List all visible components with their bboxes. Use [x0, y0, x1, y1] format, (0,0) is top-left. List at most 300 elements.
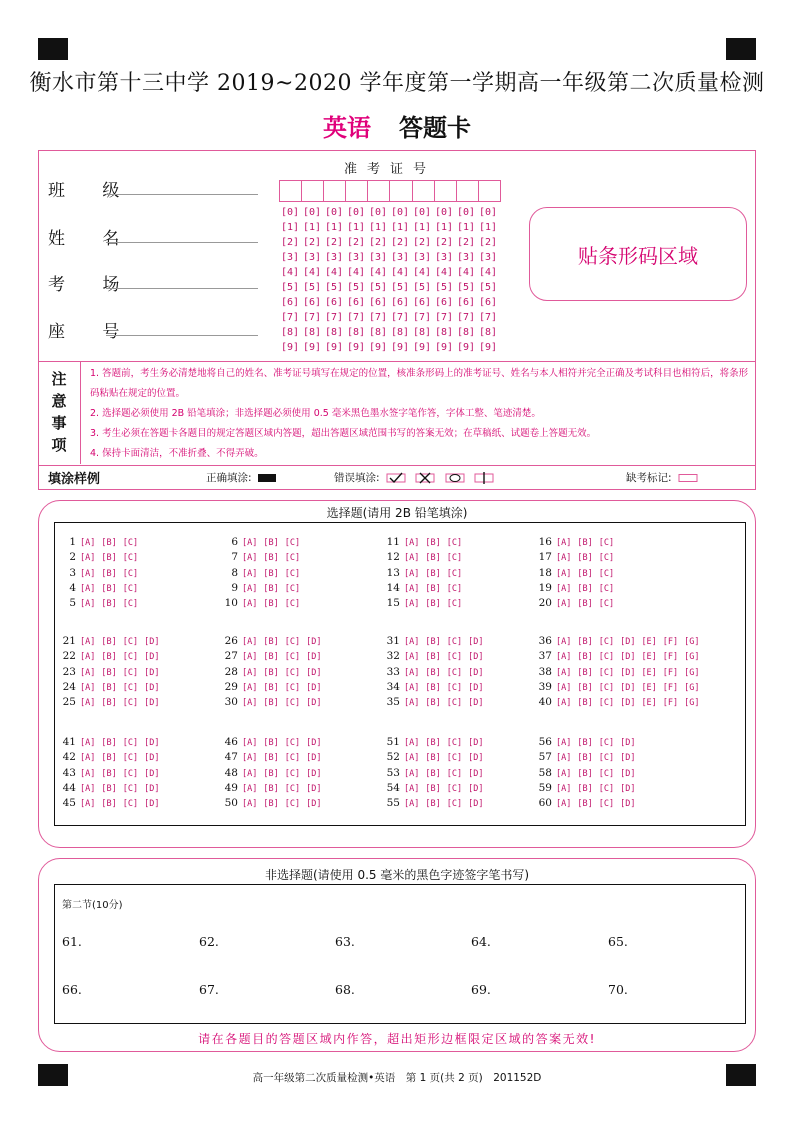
digit-bubble[interactable]: [4] — [281, 267, 300, 278]
digit-bubble[interactable]: [8] — [347, 327, 366, 338]
option-bubble[interactable]: [A] — [404, 799, 420, 810]
option-bubble[interactable]: [B] — [425, 783, 441, 794]
answer-67[interactable]: 67. — [199, 982, 219, 997]
digit-bubble[interactable]: [5] — [457, 282, 476, 293]
digit-bubble[interactable]: [9] — [391, 342, 410, 353]
digit-bubble[interactable]: [1] — [391, 222, 410, 233]
digit-bubble[interactable]: [2] — [347, 237, 366, 248]
option-bubble[interactable]: [C] — [284, 698, 301, 709]
option-bubble[interactable]: [D] — [144, 637, 160, 647]
option-bubble[interactable]: [D] — [306, 637, 322, 647]
digit-bubble[interactable]: [3] — [325, 252, 344, 263]
option-bubble[interactable]: [B] — [101, 698, 117, 709]
option-bubble[interactable]: [D] — [620, 682, 636, 693]
option-bubble[interactable]: [C] — [598, 637, 615, 647]
option-bubble[interactable]: [A] — [80, 768, 96, 779]
digit-bubble[interactable]: [7] — [413, 312, 432, 323]
option-bubble[interactable]: [A] — [556, 738, 572, 748]
option-bubble[interactable]: [B] — [577, 753, 593, 764]
option-bubble[interactable]: [D] — [620, 667, 636, 678]
option-bubble[interactable]: [A] — [556, 583, 572, 594]
option-bubble[interactable]: [D] — [306, 667, 322, 678]
option-bubble[interactable]: [C] — [446, 799, 463, 810]
digit-bubble[interactable]: [6] — [369, 297, 388, 308]
answer-63[interactable]: 63. — [335, 934, 355, 949]
option-bubble[interactable]: [A] — [242, 599, 258, 610]
option-bubble[interactable]: [A] — [404, 583, 420, 594]
digit-bubble[interactable]: [7] — [391, 312, 410, 323]
digit-bubble[interactable]: [9] — [435, 342, 454, 353]
digit-bubble[interactable]: [8] — [413, 327, 432, 338]
option-bubble[interactable]: [F] — [662, 682, 679, 693]
option-bubble[interactable]: [D] — [468, 799, 484, 810]
digit-bubble[interactable]: [2] — [325, 237, 344, 248]
digit-bubble[interactable]: [8] — [325, 327, 344, 338]
option-bubble[interactable]: [C] — [284, 682, 301, 693]
option-bubble[interactable]: [C] — [598, 652, 615, 663]
option-bubble[interactable]: [C] — [122, 568, 139, 579]
digit-bubble[interactable]: [4] — [369, 267, 388, 278]
option-bubble[interactable]: [A] — [556, 698, 572, 709]
option-bubble[interactable]: [C] — [598, 799, 615, 810]
option-bubble[interactable]: [C] — [446, 783, 463, 794]
option-bubble[interactable]: [D] — [306, 652, 322, 663]
option-bubble[interactable]: [A] — [404, 652, 420, 663]
option-bubble[interactable]: [E] — [641, 682, 657, 693]
option-bubble[interactable]: [B] — [577, 538, 593, 548]
digit-bubble[interactable]: [9] — [325, 342, 344, 353]
option-bubble[interactable]: [A] — [242, 768, 258, 779]
option-bubble[interactable]: [D] — [620, 652, 636, 663]
digit-bubble[interactable]: [9] — [479, 342, 498, 353]
option-bubble[interactable]: [D] — [144, 738, 160, 748]
option-bubble[interactable]: [D] — [306, 698, 322, 709]
option-bubble[interactable]: [D] — [620, 637, 636, 647]
option-bubble[interactable]: [C] — [122, 799, 139, 810]
answer-66[interactable]: 66. — [62, 982, 82, 997]
option-bubble[interactable]: [C] — [446, 538, 463, 548]
absent-checkbox[interactable] — [678, 474, 698, 482]
answer-62[interactable]: 62. — [199, 934, 219, 949]
digit-bubble[interactable]: [0] — [391, 207, 410, 218]
digit-bubble[interactable]: [3] — [391, 252, 410, 263]
digit-bubble[interactable]: [3] — [435, 252, 454, 263]
option-bubble[interactable]: [C] — [284, 652, 301, 663]
option-bubble[interactable]: [C] — [284, 583, 301, 594]
option-bubble[interactable]: [A] — [80, 783, 96, 794]
option-bubble[interactable]: [A] — [404, 738, 420, 748]
option-bubble[interactable]: [B] — [101, 568, 117, 579]
option-bubble[interactable]: [A] — [242, 738, 258, 748]
option-bubble[interactable]: [C] — [122, 753, 139, 764]
option-bubble[interactable]: [C] — [122, 583, 139, 594]
option-bubble[interactable]: [D] — [620, 768, 636, 779]
option-bubble[interactable]: [C] — [284, 768, 301, 779]
digit-bubble[interactable]: [0] — [347, 207, 366, 218]
option-bubble[interactable]: [B] — [577, 667, 593, 678]
option-bubble[interactable]: [D] — [468, 783, 484, 794]
digit-bubble[interactable]: [8] — [369, 327, 388, 338]
option-bubble[interactable]: [D] — [468, 682, 484, 693]
digit-bubble[interactable]: [9] — [457, 342, 476, 353]
option-bubble[interactable]: [D] — [144, 768, 160, 779]
answer-69[interactable]: 69. — [471, 982, 491, 997]
option-bubble[interactable]: [A] — [242, 799, 258, 810]
option-bubble[interactable]: [C] — [446, 667, 463, 678]
option-bubble[interactable]: [D] — [144, 783, 160, 794]
option-bubble[interactable]: [C] — [446, 568, 463, 579]
digit-bubble[interactable]: [4] — [457, 267, 476, 278]
digit-bubble[interactable]: [7] — [347, 312, 366, 323]
digit-bubble[interactable]: [6] — [391, 297, 410, 308]
option-bubble[interactable]: [C] — [122, 783, 139, 794]
digit-bubble[interactable]: [3] — [281, 252, 300, 263]
digit-bubble[interactable]: [2] — [281, 237, 300, 248]
digit-bubble[interactable]: [6] — [457, 297, 476, 308]
option-bubble[interactable]: [D] — [468, 667, 484, 678]
option-bubble[interactable]: [A] — [404, 538, 420, 548]
option-bubble[interactable]: [B] — [263, 738, 279, 748]
digit-bubble[interactable]: [2] — [435, 237, 454, 248]
digit-bubble[interactable]: [6] — [347, 297, 366, 308]
option-bubble[interactable]: [A] — [404, 698, 420, 709]
option-bubble[interactable]: [A] — [404, 667, 420, 678]
option-bubble[interactable]: [D] — [306, 799, 322, 810]
option-bubble[interactable]: [G] — [684, 698, 700, 709]
option-bubble[interactable]: [B] — [577, 652, 593, 663]
option-bubble[interactable]: [B] — [577, 768, 593, 779]
option-bubble[interactable]: [B] — [101, 682, 117, 693]
digit-bubble[interactable]: [7] — [325, 312, 344, 323]
option-bubble[interactable]: [D] — [144, 753, 160, 764]
digit-bubble[interactable]: [5] — [435, 282, 454, 293]
option-bubble[interactable]: [B] — [577, 637, 593, 647]
option-bubble[interactable]: [B] — [263, 799, 279, 810]
option-bubble[interactable]: [F] — [662, 698, 679, 709]
option-bubble[interactable]: [B] — [263, 599, 279, 610]
digit-bubble[interactable]: [4] — [391, 267, 410, 278]
digit-bubble[interactable]: [2] — [457, 237, 476, 248]
option-bubble[interactable]: [B] — [101, 652, 117, 663]
option-bubble[interactable]: [D] — [144, 698, 160, 709]
option-bubble[interactable]: [B] — [425, 768, 441, 779]
option-bubble[interactable]: [C] — [284, 753, 301, 764]
digit-bubble[interactable]: [4] — [435, 267, 454, 278]
option-bubble[interactable]: [D] — [144, 667, 160, 678]
option-bubble[interactable]: [B] — [101, 599, 117, 610]
option-bubble[interactable]: [C] — [122, 538, 139, 548]
option-bubble[interactable]: [C] — [284, 637, 301, 647]
digit-bubble[interactable]: [8] — [435, 327, 454, 338]
exam-number-bubbles[interactable] — [281, 205, 503, 355]
option-bubble[interactable]: [B] — [263, 637, 279, 647]
option-bubble[interactable]: [A] — [80, 568, 96, 579]
option-bubble[interactable]: [B] — [425, 637, 441, 647]
option-bubble[interactable]: [A] — [556, 783, 572, 794]
option-bubble[interactable]: [F] — [662, 637, 679, 647]
option-bubble[interactable]: [C] — [598, 738, 615, 748]
digit-bubble[interactable]: [1] — [369, 222, 388, 233]
option-bubble[interactable]: [A] — [80, 583, 96, 594]
option-bubble[interactable]: [A] — [556, 568, 572, 579]
option-bubble[interactable]: [D] — [620, 799, 636, 810]
name-field[interactable] — [106, 242, 258, 243]
option-bubble[interactable]: [B] — [263, 667, 279, 678]
option-bubble[interactable]: [A] — [80, 667, 96, 678]
option-bubble[interactable]: [D] — [620, 783, 636, 794]
digit-bubble[interactable]: [7] — [369, 312, 388, 323]
digit-bubble[interactable]: [1] — [325, 222, 344, 233]
option-bubble[interactable]: [D] — [144, 799, 160, 810]
option-bubble[interactable]: [C] — [598, 698, 615, 709]
option-bubble[interactable]: [C] — [598, 568, 615, 579]
option-bubble[interactable]: [A] — [80, 698, 96, 709]
option-bubble[interactable]: [A] — [80, 799, 96, 810]
option-bubble[interactable]: [A] — [556, 667, 572, 678]
option-bubble[interactable]: [F] — [662, 652, 679, 663]
option-bubble[interactable]: [C] — [122, 637, 139, 647]
digit-bubble[interactable]: [7] — [479, 312, 498, 323]
option-bubble[interactable]: [D] — [144, 652, 160, 663]
option-bubble[interactable]: [B] — [577, 583, 593, 594]
digit-bubble[interactable]: [9] — [303, 342, 322, 353]
option-bubble[interactable]: [A] — [242, 652, 258, 663]
digit-bubble[interactable]: [8] — [457, 327, 476, 338]
option-bubble[interactable]: [C] — [122, 698, 139, 709]
option-bubble[interactable]: [C] — [598, 599, 615, 610]
digit-bubble[interactable]: [5] — [479, 282, 498, 293]
option-bubble[interactable]: [A] — [242, 783, 258, 794]
option-bubble[interactable]: [B] — [101, 583, 117, 594]
digit-bubble[interactable]: [3] — [413, 252, 432, 263]
option-bubble[interactable]: [C] — [446, 738, 463, 748]
digit-bubble[interactable]: [4] — [303, 267, 322, 278]
option-bubble[interactable]: [C] — [598, 753, 615, 764]
option-bubble[interactable]: [C] — [284, 553, 301, 564]
option-bubble[interactable]: [A] — [242, 753, 258, 764]
option-bubble[interactable]: [A] — [556, 553, 572, 564]
option-bubble[interactable]: [C] — [446, 583, 463, 594]
option-bubble[interactable]: [B] — [263, 652, 279, 663]
digit-bubble[interactable]: [8] — [281, 327, 300, 338]
option-bubble[interactable]: [A] — [556, 768, 572, 779]
option-bubble[interactable]: [C] — [122, 599, 139, 610]
option-bubble[interactable]: [B] — [101, 538, 117, 548]
option-bubble[interactable]: [B] — [101, 738, 117, 748]
option-bubble[interactable]: [G] — [684, 667, 700, 678]
digit-bubble[interactable]: [6] — [325, 297, 344, 308]
option-bubble[interactable]: [B] — [425, 667, 441, 678]
option-bubble[interactable]: [C] — [122, 738, 139, 748]
option-bubble[interactable]: [B] — [263, 583, 279, 594]
class-field[interactable] — [106, 194, 258, 195]
option-bubble[interactable]: [B] — [425, 553, 441, 564]
option-bubble[interactable]: [A] — [80, 599, 96, 610]
option-bubble[interactable]: [C] — [598, 682, 615, 693]
option-bubble[interactable]: [C] — [446, 553, 463, 564]
option-bubble[interactable]: [C] — [284, 568, 301, 579]
digit-bubble[interactable]: [2] — [369, 237, 388, 248]
digit-bubble[interactable]: [0] — [369, 207, 388, 218]
option-bubble[interactable]: [E] — [641, 667, 657, 678]
option-bubble[interactable]: [C] — [598, 538, 615, 548]
digit-bubble[interactable]: [5] — [391, 282, 410, 293]
option-bubble[interactable]: [B] — [101, 553, 117, 564]
option-bubble[interactable]: [C] — [284, 799, 301, 810]
option-bubble[interactable]: [C] — [122, 667, 139, 678]
digit-bubble[interactable]: [9] — [369, 342, 388, 353]
option-bubble[interactable]: [D] — [468, 637, 484, 647]
option-bubble[interactable]: [B] — [577, 738, 593, 748]
option-bubble[interactable]: [B] — [577, 599, 593, 610]
option-bubble[interactable]: [B] — [577, 783, 593, 794]
answer-64[interactable]: 64. — [471, 934, 491, 949]
option-bubble[interactable]: [A] — [80, 682, 96, 693]
option-bubble[interactable]: [B] — [101, 783, 117, 794]
option-bubble[interactable]: [A] — [556, 682, 572, 693]
option-bubble[interactable]: [A] — [404, 682, 420, 693]
digit-bubble[interactable]: [7] — [435, 312, 454, 323]
option-bubble[interactable]: [C] — [284, 538, 301, 548]
option-bubble[interactable]: [A] — [242, 568, 258, 579]
option-bubble[interactable]: [E] — [641, 698, 657, 709]
digit-bubble[interactable]: [8] — [479, 327, 498, 338]
option-bubble[interactable]: [C] — [446, 637, 463, 647]
option-bubble[interactable]: [C] — [284, 738, 301, 748]
option-bubble[interactable]: [C] — [446, 652, 463, 663]
digit-bubble[interactable]: [0] — [303, 207, 322, 218]
option-bubble[interactable]: [A] — [556, 753, 572, 764]
option-bubble[interactable]: [D] — [468, 768, 484, 779]
option-bubble[interactable]: [B] — [425, 753, 441, 764]
digit-bubble[interactable]: [5] — [347, 282, 366, 293]
option-bubble[interactable]: [B] — [577, 698, 593, 709]
option-bubble[interactable]: [A] — [242, 698, 258, 709]
option-bubble[interactable]: [A] — [242, 553, 258, 564]
digit-bubble[interactable]: [9] — [281, 342, 300, 353]
option-bubble[interactable]: [C] — [598, 768, 615, 779]
digit-bubble[interactable]: [3] — [479, 252, 498, 263]
option-bubble[interactable]: [A] — [556, 538, 572, 548]
digit-bubble[interactable]: [0] — [479, 207, 498, 218]
digit-bubble[interactable]: [2] — [413, 237, 432, 248]
digit-bubble[interactable]: [3] — [457, 252, 476, 263]
option-bubble[interactable]: [A] — [80, 652, 96, 663]
option-bubble[interactable]: [A] — [404, 599, 420, 610]
digit-bubble[interactable]: [6] — [413, 297, 432, 308]
option-bubble[interactable]: [A] — [556, 799, 572, 810]
option-bubble[interactable]: [B] — [425, 738, 441, 748]
digit-bubble[interactable]: [4] — [413, 267, 432, 278]
option-bubble[interactable]: [B] — [425, 799, 441, 810]
option-bubble[interactable]: [C] — [284, 667, 301, 678]
option-bubble[interactable]: [B] — [577, 553, 593, 564]
option-bubble[interactable]: [G] — [684, 637, 700, 647]
option-bubble[interactable]: [A] — [404, 637, 420, 647]
option-bubble[interactable]: [A] — [404, 783, 420, 794]
digit-bubble[interactable]: [6] — [281, 297, 300, 308]
option-bubble[interactable]: [B] — [425, 652, 441, 663]
digit-bubble[interactable]: [0] — [281, 207, 300, 218]
answer-70[interactable]: 70. — [608, 982, 628, 997]
digit-bubble[interactable]: [4] — [347, 267, 366, 278]
option-bubble[interactable]: [C] — [446, 698, 463, 709]
option-bubble[interactable]: [B] — [101, 667, 117, 678]
digit-bubble[interactable]: [4] — [325, 267, 344, 278]
digit-bubble[interactable]: [5] — [281, 282, 300, 293]
option-bubble[interactable]: [B] — [101, 768, 117, 779]
option-bubble[interactable]: [D] — [620, 738, 636, 748]
option-bubble[interactable]: [B] — [263, 698, 279, 709]
option-bubble[interactable]: [A] — [80, 738, 96, 748]
digit-bubble[interactable]: [5] — [369, 282, 388, 293]
answer-61[interactable]: 61. — [62, 934, 82, 949]
option-bubble[interactable]: [B] — [425, 583, 441, 594]
option-bubble[interactable]: [F] — [662, 667, 679, 678]
room-field[interactable] — [106, 288, 258, 289]
option-bubble[interactable]: [D] — [468, 738, 484, 748]
digit-bubble[interactable]: [7] — [303, 312, 322, 323]
option-bubble[interactable]: [A] — [80, 553, 96, 564]
digit-bubble[interactable]: [3] — [303, 252, 322, 263]
digit-bubble[interactable]: [7] — [457, 312, 476, 323]
option-bubble[interactable]: [B] — [101, 637, 117, 647]
digit-bubble[interactable]: [1] — [479, 222, 498, 233]
digit-bubble[interactable]: [4] — [479, 267, 498, 278]
option-bubble[interactable]: [D] — [306, 768, 322, 779]
digit-bubble[interactable]: [2] — [479, 237, 498, 248]
option-bubble[interactable]: [C] — [284, 783, 301, 794]
option-bubble[interactable]: [B] — [577, 568, 593, 579]
option-bubble[interactable]: [C] — [122, 768, 139, 779]
option-bubble[interactable]: [D] — [620, 698, 636, 709]
digit-bubble[interactable]: [3] — [347, 252, 366, 263]
option-bubble[interactable]: [C] — [446, 682, 463, 693]
option-bubble[interactable]: [D] — [468, 753, 484, 764]
digit-bubble[interactable]: [5] — [325, 282, 344, 293]
option-bubble[interactable]: [A] — [242, 667, 258, 678]
digit-bubble[interactable]: [5] — [413, 282, 432, 293]
option-bubble[interactable]: [B] — [101, 753, 117, 764]
option-bubble[interactable]: [A] — [404, 768, 420, 779]
option-bubble[interactable]: [A] — [80, 753, 96, 764]
option-bubble[interactable]: [A] — [80, 538, 96, 548]
option-bubble[interactable]: [B] — [263, 682, 279, 693]
digit-bubble[interactable]: [1] — [347, 222, 366, 233]
option-bubble[interactable]: [D] — [306, 753, 322, 764]
digit-bubble[interactable]: [5] — [303, 282, 322, 293]
option-bubble[interactable]: [D] — [468, 652, 484, 663]
digit-bubble[interactable]: [0] — [325, 207, 344, 218]
option-bubble[interactable]: [D] — [306, 682, 322, 693]
option-bubble[interactable]: [C] — [446, 599, 463, 610]
digit-bubble[interactable]: [1] — [303, 222, 322, 233]
option-bubble[interactable]: [B] — [101, 799, 117, 810]
option-bubble[interactable]: [A] — [404, 553, 420, 564]
digit-bubble[interactable]: [1] — [457, 222, 476, 233]
option-bubble[interactable]: [A] — [242, 583, 258, 594]
option-bubble[interactable]: [B] — [577, 799, 593, 810]
digit-bubble[interactable]: [7] — [281, 312, 300, 323]
option-bubble[interactable]: [A] — [242, 538, 258, 548]
option-bubble[interactable]: [C] — [446, 753, 463, 764]
exam-number-input[interactable] — [279, 180, 501, 202]
option-bubble[interactable]: [D] — [468, 698, 484, 709]
option-bubble[interactable]: [C] — [598, 667, 615, 678]
option-bubble[interactable]: [A] — [556, 652, 572, 663]
option-bubble[interactable]: [A] — [556, 637, 572, 647]
digit-bubble[interactable]: [3] — [369, 252, 388, 263]
